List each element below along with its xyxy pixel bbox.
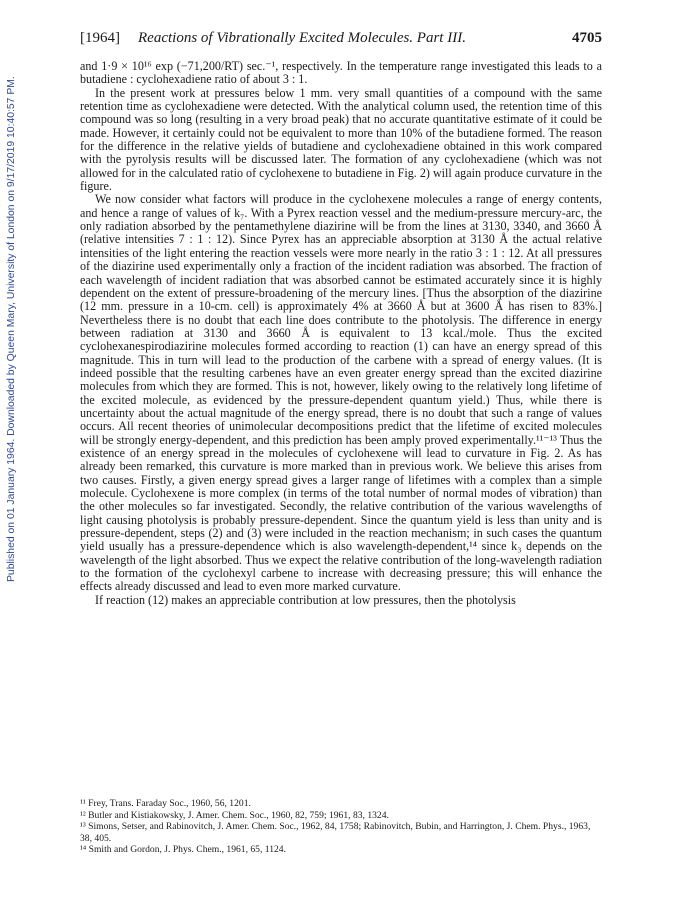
reference-12: ¹² Butler and Kistiakowsky, J. Amer. Chem. Soc., 1960, 82, 759; 1961, 83, 1324. (80, 809, 389, 821)
running-title: Reactions of Vibrationally Excited Molecules. Part III. (138, 30, 466, 46)
article-body (80, 60, 602, 607)
footnote-references (80, 798, 602, 856)
publication-notice-sidebar (6, 76, 20, 582)
paragraph-4: If reaction (12) makes an appreciable contribution at low pressures, then the photolysis (95, 592, 516, 607)
reference-13: ¹³ Simons, Setser, and Rabinovitch, J. Amer. Chem. Soc., 1962, 84, 1758; Rabinovitch, Bubin, and Harrington, J. Chem. Phys., 1963, 38, 405. (80, 821, 591, 844)
paragraph-1: and 1·9 × 10¹⁶ exp (−71,200/RT) sec.⁻¹, respectively. In the temperature range investigated this leads to a butadiene : cyclohexadiene ratio of about 3 : 1. (80, 59, 602, 87)
reference-14: ¹⁴ Smith and Gordon, J. Phys. Chem., 1961, 65, 1124. (80, 844, 287, 856)
page-number: 4705 (572, 30, 602, 46)
paragraph-2: In the present work at pressures below 1 mm. very small quantities of a compound with the same retention time as cyclohexadiene were detected. With the analytical column used, the retention time of this compound was so long (resulting in a very broad peak) that no accurate quantitative estimate of it could be made. However, it certainly could not be equivalent to more than 10% of the butadiene formed. The reason for the difference in the relative yields of butadiene and cyclohexadiene obtained in this work compared with the pyrolysis results will be discussed later. The formation of any cyclohexadiene (which was not allowed for in the calculated ratio of cyclohexene to butadiene in Fig. 2) will again produce curvature in the figure. (80, 85, 602, 194)
paragraph-3: We now consider what factors will produce in the cyclohexene molecules a range of energy contents, and hence a range of values of k₇. With a Pyrex reaction vessel and the medium-pressure mercury-arc, the only radiation absorbed by the pentamethylene diazirine will be from the lines at 3130, 3340, and 3660 Å (relative intensities 7 : 1 : 12). Since Pyrex has an appreciable absorption at 3130 Å the actual relative intensities of the light entering the reaction vessels were more nearly in the ratio 3 : 1 : 12. At all pressures of the diazirine used experimentally only a fraction of the incident radiation was absorbed. The fraction of each wavelength of incident radiation that was absorbed cannot be estimated accurately since it is highly dependent on the extent of pressure-broadening of the mercury lines. [Thus the absorption of the diazirine (12 mm. pressure in a 10-cm. cell) is approximately 4% at 3660 Å but at 3600 Å has risen to 83%.] Nevertheless there is no doubt that each line does contribute to the photolysis. The difference in energy between radiation at 3130 and 3660 Å is equivalent to 13 kcal./mole. Thus the excited cyclohexanespirodiazirine molecules formed according to reaction (1) can have an energy spread of this magnitude. This in turn will lead to the production of the carbene with a spread of energy values. (It is indeed possible that the resulting carbenes have an even greater energy spread than the excited diazirine molecules from which they are formed. This is not, however, likely owing to the relatively long lifetime of the excited molecule, as evidenced by the pressure-dependent quantum yield.) Thus, while there is uncertainty about the actual magnitude of the energy spread, there is no doubt that such a range of values occurs. All recent theories of unimolecular decompositions predict that the lifetime of excited molecules will be strongly energy-dependent, and this prediction has been amply proved experimentally.¹¹⁻¹³ Thus the existence of an energy spread in the molecules of cyclohexene will lead to curvature in Fig. 2. As has already been remarked, this curvature is more marked than in previous work. We believe this arises from two causes. Firstly, a given energy spread gives a larger range of lifetimes with a complex than a simple molecule. Cyclohexene is more complex (in terms of the total number of normal modes of vibration) than the other molecules so far investigated. Secondly, the relative contribution of the various wavelengths of light causing photolysis is probably pressure-dependent. Since the quantum yield is less than unity and is pressure-dependent, steps (2) and (3) were included in the reaction mechanism; in such cases the quantum yield usually has a pressure-dependence which is also wavelength-dependent,¹⁴ since k₃ depends on the wavelength of the light absorbed. Thus we expect the relative contribution of the long-wavelength radiation to the formation of the cyclohexyl carbene to increase with decreasing pressure; this will enhance the effects already discussed and lead to even more marked curvature. (80, 192, 602, 594)
reference-11: ¹¹ Frey, Trans. Faraday Soc., 1960, 56, 1201. (80, 798, 251, 809)
publication-notice: Published on 01 January 1964. Downloaded by Queen Mary, University of London on 9/17/2019 10:40:57 PM. (6, 76, 17, 582)
journal-year: [1964] (80, 30, 120, 46)
running-header (80, 30, 602, 52)
